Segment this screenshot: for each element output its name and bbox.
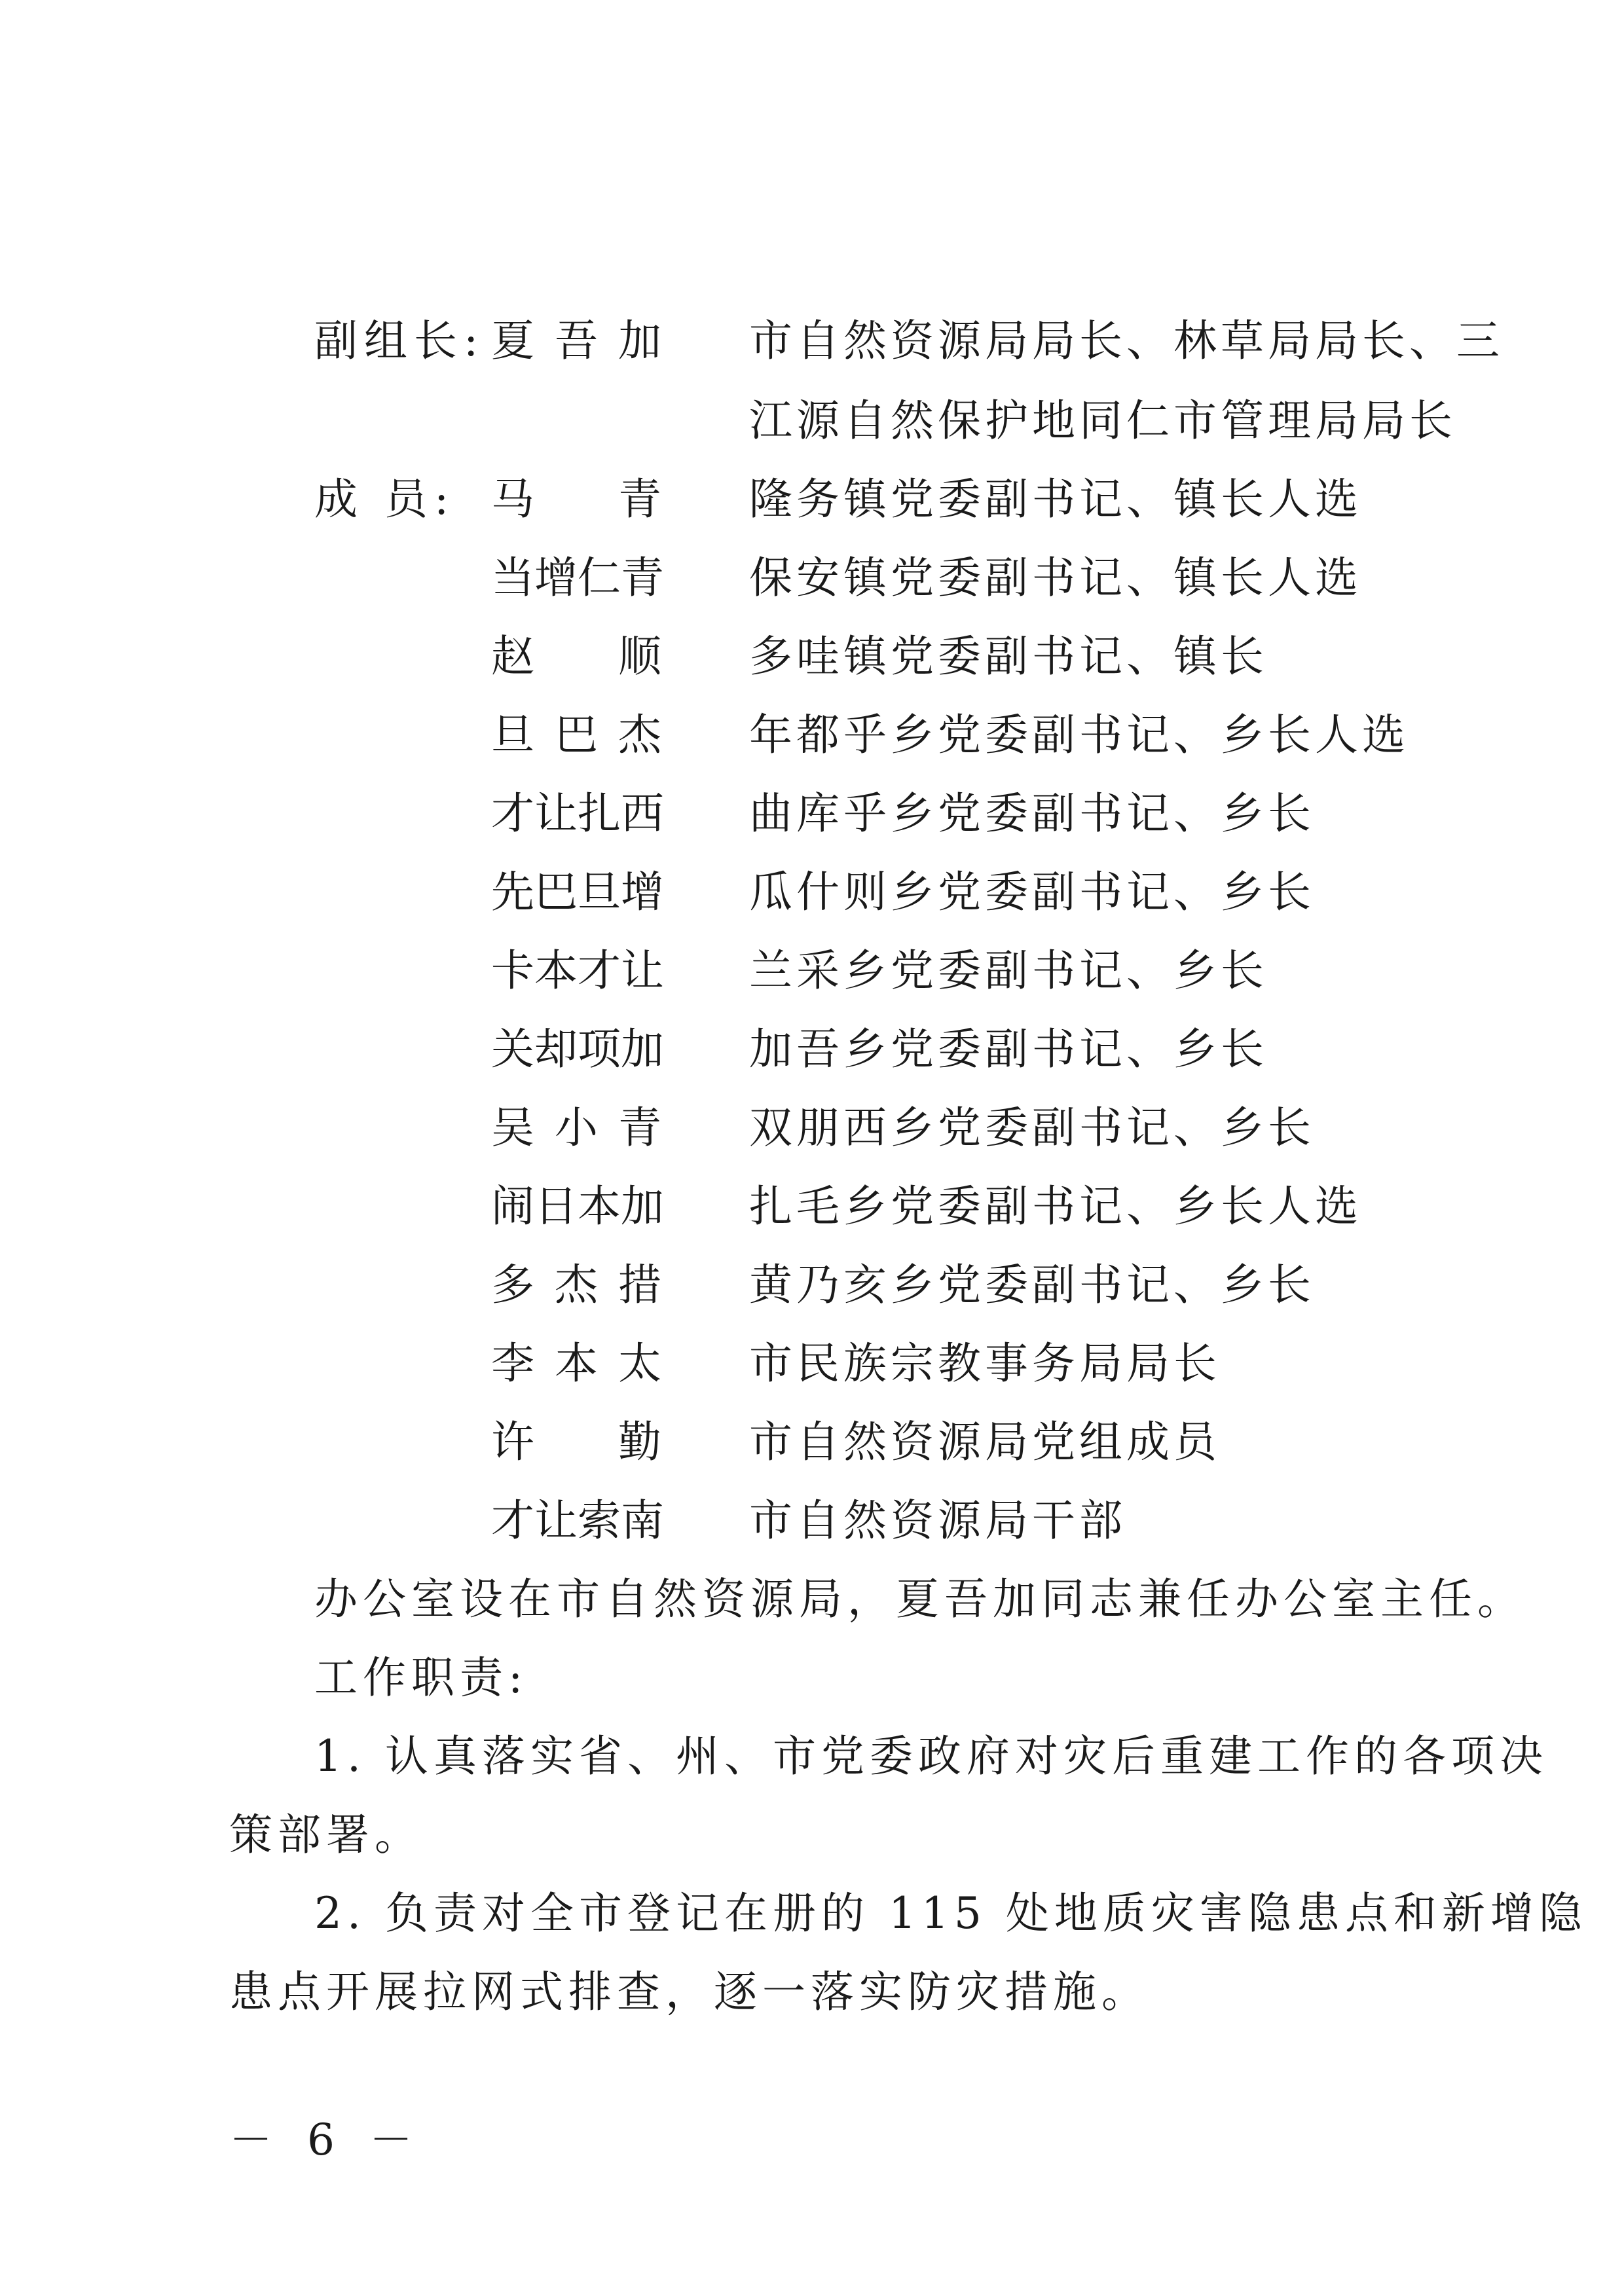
duty-item-1-line2: 策部署。: [229, 1810, 423, 1860]
member-duty: 瓜什则乡党委副书记、乡长: [749, 867, 1315, 917]
member-name: 许 勤: [491, 1417, 661, 1467]
member-duty: 曲库乎乡党委副书记、乡长: [749, 788, 1315, 839]
member-name: 当增仁青: [491, 553, 664, 603]
member-name: 关却项加: [491, 1024, 664, 1074]
member-duty: 多哇镇党委副书记、镇长: [749, 631, 1268, 682]
member-name: 卡本才让: [491, 945, 664, 996]
duties-heading: 工作职责:: [314, 1652, 528, 1703]
member-duty: 保安镇党委副书记、镇长人选: [749, 553, 1362, 603]
member-name: 才让索南: [491, 1495, 664, 1546]
member-name: 才让扎西: [491, 788, 664, 839]
member-name: 闹日本加: [491, 1181, 664, 1231]
deputy-role-label: 副组长:: [314, 316, 485, 366]
members-role-label: 成 员:: [314, 474, 456, 524]
member-duty: 市自然资源局党组成员: [749, 1417, 1221, 1467]
member-duty: 扎毛乡党委副书记、乡长人选: [749, 1181, 1362, 1231]
duty-item-2-line1: 2. 负责对全市登记在册的 115 处地质灾害隐患点和新增隐: [314, 1888, 1587, 1939]
member-duty: 兰采乡党委副书记、乡长: [749, 945, 1268, 996]
office-note: 办公室设在市自然资源局，夏吾加同志兼任办公室主任。: [314, 1574, 1526, 1624]
member-duty: 市民族宗教事务局局长: [749, 1338, 1221, 1389]
deputy-duty-line1: 市自然资源局局长、林草局局长、三: [749, 316, 1504, 366]
member-name: 吴 小 青: [491, 1102, 661, 1153]
page-number: － 6 －: [229, 2115, 423, 2165]
member-name: 赵 顺: [491, 631, 661, 682]
member-duty: 加吾乡党委副书记、乡长: [749, 1024, 1268, 1074]
member-name: 李 本 太: [491, 1338, 661, 1389]
duty-item-2-line2: 患点开展拉网式排查，逐一落实防灾措施。: [229, 1967, 1150, 2017]
member-duty: 年都乎乡党委副书记、乡长人选: [749, 710, 1409, 760]
member-name: 旦 巴 杰: [491, 710, 661, 760]
deputy-duty-line2: 江源自然保护地同仁市管理局局长: [749, 395, 1456, 446]
member-duty: 黄乃亥乡党委副书记、乡长: [749, 1260, 1315, 1310]
member-name: 马 青: [491, 474, 661, 524]
member-name: 先巴旦增: [491, 867, 664, 917]
member-duty: 隆务镇党委副书记、镇长人选: [749, 474, 1362, 524]
member-duty: 市自然资源局干部: [749, 1495, 1126, 1546]
member-duty: 双朋西乡党委副书记、乡长: [749, 1102, 1315, 1153]
duty-item-1-line1: 1. 认真落实省、州、市党委政府对灾后重建工作的各项决: [314, 1731, 1548, 1781]
deputy-name: 夏 吾 加: [491, 316, 661, 366]
member-name: 多 杰 措: [491, 1260, 661, 1310]
